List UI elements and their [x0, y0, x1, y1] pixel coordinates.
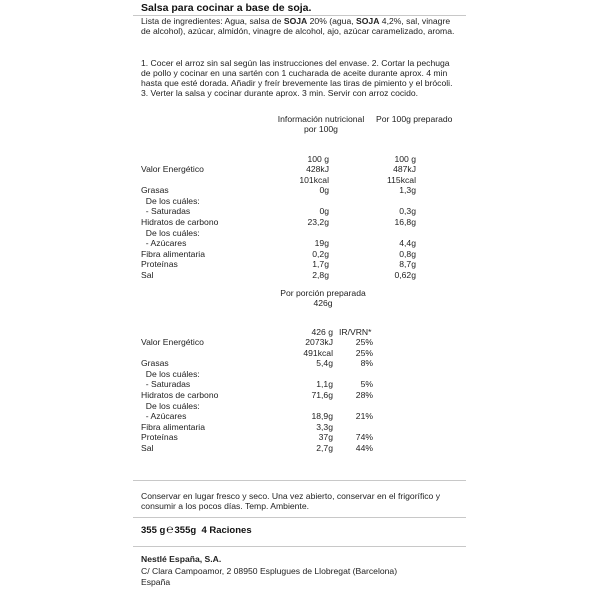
- t2-row-label: - Azúcares: [141, 411, 187, 422]
- t2-row-value-1: 37g: [318, 432, 333, 443]
- t2-row-label: Valor Energético: [141, 337, 204, 347]
- t1-row-value-2: 8,7g: [399, 259, 416, 270]
- t1-row-value-1: 19g: [314, 238, 329, 249]
- t1-row-value-2: 487kJ: [393, 164, 416, 174]
- weight-divider: [133, 517, 466, 518]
- company-name: Nestlé España, S.A.: [141, 554, 222, 564]
- t1-row-value-2: 0,62g: [394, 270, 416, 280]
- t2-row-label: De los cuáles:: [141, 368, 200, 379]
- t2-unit-col1: 426 g: [311, 327, 333, 337]
- t1-row-value-2: 115kcal: [387, 174, 416, 185]
- t1-row-label: Hidratos de carbono: [141, 217, 219, 227]
- t2-header-line2: 426g: [313, 298, 333, 308]
- t1-row-value-1: 0g: [319, 185, 329, 196]
- net-weight-2: 355g: [174, 525, 197, 536]
- t1-header-col1-line1: Información nutricional: [277, 114, 365, 124]
- t2-row-label: Hidratos de carbono: [141, 390, 219, 400]
- company-address: C/ Clara Campoamor, 2 08950 Esplugues de Llobregat (Barcelona): [141, 566, 398, 576]
- t2-row-label: Grasas: [141, 358, 169, 369]
- ingredients-text-2: 20% (agua,: [307, 16, 356, 26]
- t1-row-value-2: 0,8g: [399, 248, 416, 259]
- t1-row-label: Grasas: [141, 185, 169, 196]
- t1-row-label: De los cuáles:: [141, 227, 200, 238]
- t2-row-value-1: 71,6g: [311, 390, 333, 400]
- t1-row-value-1: 1,7g: [312, 259, 329, 270]
- t2-row-label: Fibra alimentaria: [141, 421, 205, 432]
- allergen-soja-1: SOJA: [283, 16, 308, 26]
- t2-row-value-1: 491kcal: [303, 347, 333, 358]
- t1-row-label: Fibra alimentaria: [141, 248, 205, 259]
- t2-row-value-2: 25%: [355, 337, 373, 347]
- t1-row-value-1: 0,2g: [312, 248, 329, 259]
- t1-unit-col2: 100 g: [394, 154, 416, 164]
- t2-row-value-2: 74%: [355, 432, 373, 443]
- t2-row-value-2: 25%: [355, 347, 373, 358]
- t1-row-label: Sal: [141, 270, 154, 280]
- t1-header-col1: [276, 114, 366, 134]
- company-divider: [133, 546, 466, 547]
- ingredients-text-3: 4,2%, sal, vinagre de alcohol), azúcar, almidón, vinagre de alcohol, ajo, azúcar caramelizado, aroma.: [141, 16, 455, 36]
- t2-row-value-2: 44%: [355, 443, 373, 453]
- t2-row-value-2: 8%: [360, 358, 373, 369]
- t1-unit-col1: 100 g: [307, 154, 329, 164]
- allergen-soja-2: SOJA: [356, 16, 380, 26]
- t2-row-value-1: 18,9g: [311, 411, 333, 422]
- t2-header: [263, 288, 383, 308]
- product-title: Salsa para cocinar a base de soja.: [141, 2, 312, 14]
- t1-row-label: Proteínas: [141, 259, 178, 270]
- t2-row-label: De los cuáles:: [141, 400, 200, 411]
- t1-row-value-1: 23,2g: [307, 217, 329, 227]
- t2-header-line1: Por porción preparada: [280, 288, 366, 298]
- preparation-instructions: 1. Cocer el arroz sin sal según las instrucciones del envase. 2. Cortar la pechuga de pollo y cocinar en una sartén con 1 cucharada de aceite durante aprox. 4 min hasta que esté dorada. Añadir y freír brevemente las tiras de pimiento y el brócoli. 3. Verter la salsa y cocinar durante aprox. 3 min. Servir con arroz cocido.: [141, 58, 453, 98]
- t2-row-value-1: 5,4g: [316, 358, 333, 369]
- t1-row-value-1: 0g: [319, 206, 329, 217]
- t2-row-value-2: 28%: [355, 390, 373, 400]
- t2-row-value-1: 1,1g: [316, 379, 333, 390]
- t1-row-value-2: 16,8g: [394, 217, 416, 227]
- t2-row-label: Sal: [141, 443, 154, 453]
- t1-row-value-2: 0,3g: [399, 206, 416, 217]
- company-country: España: [141, 577, 171, 587]
- t1-header-col2: Por 100g preparado: [376, 114, 453, 124]
- label-panel: [133, 0, 466, 600]
- t2-row-value-1: 2073kJ: [305, 337, 333, 347]
- t1-row-label: - Azúcares: [141, 238, 187, 249]
- estimated-sign-icon: ℮: [166, 522, 174, 536]
- ingredients-text-1: Agua, salsa de: [224, 16, 284, 26]
- portions: 4 Raciones: [201, 525, 252, 536]
- t1-row-value-1: 2,8g: [312, 270, 329, 280]
- t2-row-value-1: 2,7g: [316, 443, 333, 453]
- t1-row-label: - Saturadas: [141, 206, 191, 217]
- t2-row-value-2: 5%: [360, 379, 373, 390]
- t2-row-value-2: 21%: [355, 411, 373, 422]
- t2-row-label: - Saturadas: [141, 379, 191, 390]
- conservation-text: Conservar en lugar fresco y seco. Una vez abierto, conservar en el frigorífico y consumir a los pocos días. Temp. Ambiente.: [141, 491, 441, 511]
- ingredients-list: [141, 16, 459, 36]
- t1-row-label: De los cuáles:: [141, 195, 200, 206]
- t1-row-value-1: 101kcal: [299, 174, 329, 185]
- ingredients-label: Lista de ingredientes:: [141, 16, 225, 26]
- conservation-divider: [133, 480, 466, 481]
- net-weight: 355 g: [141, 525, 166, 536]
- t1-row-value-1: 428kJ: [306, 164, 329, 174]
- t2-row-label: Proteínas: [141, 432, 178, 443]
- t1-row-value-2: 4,4g: [399, 238, 416, 249]
- t1-header-col1-line2: por 100g: [304, 124, 338, 134]
- t2-row-value-1: 3,3g: [316, 421, 333, 432]
- t2-unit-col2: IR/VRN*: [339, 327, 372, 337]
- net-weight-line: [141, 524, 252, 536]
- t1-row-label: Valor Energético: [141, 164, 204, 174]
- t1-row-value-2: 1,3g: [399, 185, 416, 196]
